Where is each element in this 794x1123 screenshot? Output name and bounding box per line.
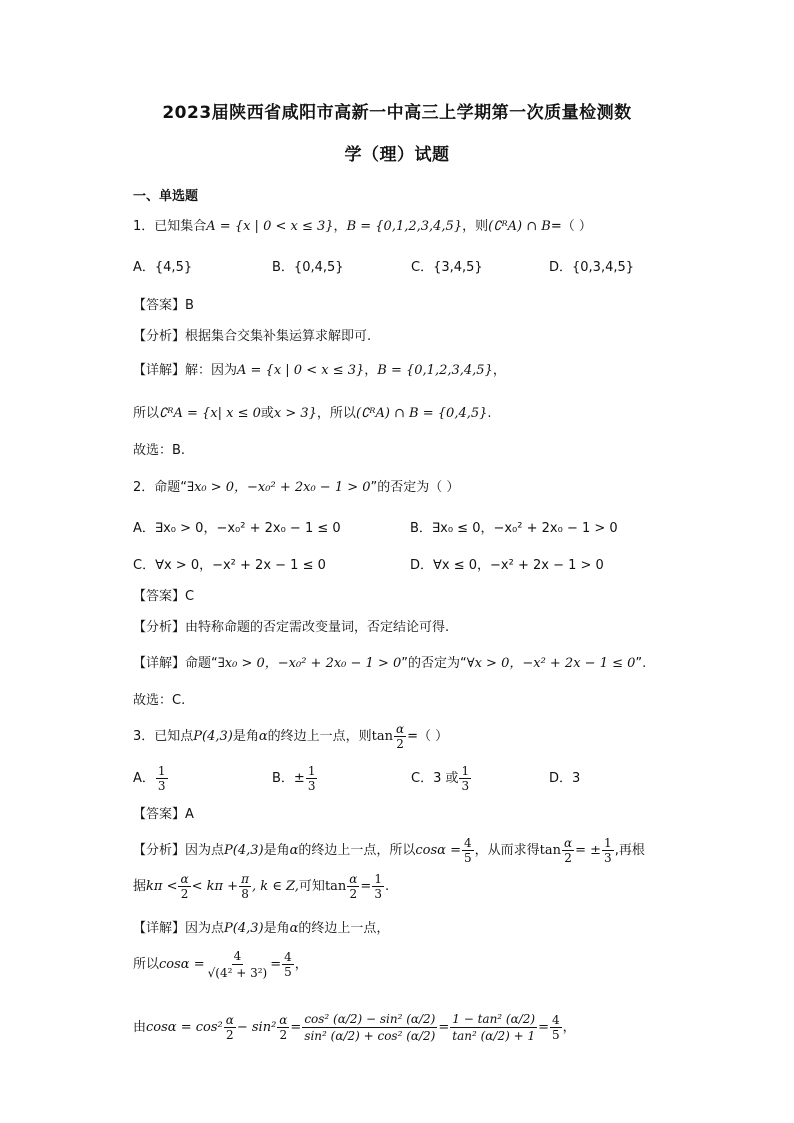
frac-den: 3: [157, 779, 166, 793]
document-title-line2: 学（理）试题: [344, 145, 450, 165]
q3-analysis-text3: 的终边上一点，所以: [298, 843, 416, 858]
q1-complement2: x > 3}: [273, 406, 317, 421]
frac-num: 1: [604, 836, 612, 850]
frac-num: 1: [461, 764, 470, 778]
frac-num: α: [396, 722, 405, 736]
q3-detail3-expr: cosα = cos²: [146, 1020, 223, 1035]
q3-option-d: D．3: [549, 771, 581, 786]
q3-detail-text: 【详解】因为点: [133, 921, 225, 936]
frac-den: 2: [225, 1028, 234, 1042]
q3-option-a-fraction: [156, 764, 168, 793]
q3-detail2-sep: ，: [294, 957, 308, 972]
q3-analysis-line2: [133, 872, 389, 902]
q3-analysis2-text2: 可知: [298, 879, 325, 894]
q2-proposition: ∃x₀ > 0，−x₀² + 2x₀ − 1 > 0: [187, 480, 371, 495]
q3-analysis2-k3: , k ∈ Z,: [251, 879, 299, 894]
frac-num: 4: [233, 949, 242, 963]
q3-analysis-text2: 是角: [263, 843, 290, 858]
q1-detail-line1: [133, 362, 506, 380]
q2-conclusion: 故选：C.: [133, 693, 186, 708]
q3-detail2-cos-fraction: [206, 948, 270, 981]
q3-stem-text3: 的终边上一点，则: [267, 729, 372, 744]
q3-analysis2-half-alpha: [178, 872, 190, 901]
q3-analysis-text4: ，从而求得: [474, 843, 540, 858]
frac-den: 3: [604, 851, 612, 865]
q2-option-b: B．∃x₀ ≤ 0，−x₀² + 2x₀ − 1 > 0: [410, 521, 618, 536]
frac-num: α: [349, 872, 358, 886]
q2-detail: [133, 655, 646, 673]
q1-detail-sep2: ，: [492, 363, 506, 378]
q2-stem-text: 2．命题“: [133, 480, 188, 495]
frac-den: 2: [396, 737, 404, 751]
q3-stem: [133, 722, 448, 752]
frac-den: 3: [307, 779, 316, 793]
q3-analysis-eq: = ±: [575, 843, 602, 858]
q3-analysis2-tan: tan: [324, 879, 347, 894]
q3-option-a-label: A．: [133, 771, 155, 786]
q3-option-c: [411, 764, 472, 794]
q2-option-a: A．∃x₀ > 0，−x₀² + 2x₀ − 1 ≤ 0: [133, 521, 341, 536]
q3-detail-line1: [133, 920, 389, 938]
q2-stem-text2: ”的否定为（ ）: [370, 480, 460, 495]
frac-den: 2: [564, 851, 572, 865]
q1-detail-set-b: B = {0,1,2,3,4,5}: [377, 363, 493, 378]
q3-analysis-text: 【分析】因为点: [133, 843, 225, 858]
q3-detail3-text: 由: [133, 1020, 147, 1035]
frac-den: 5: [284, 965, 292, 979]
q3-answer: 【答案】A: [133, 807, 194, 822]
frac-den: 3: [461, 779, 470, 793]
q1-stem-text2: ，则: [462, 219, 489, 234]
q3-option-c-label: C．3 或: [411, 771, 459, 786]
q2-answer: 【答案】C: [133, 589, 195, 604]
q2-detail-expr1: ∃x₀ > 0，−x₀² + 2x₀ − 1 > 0: [217, 656, 402, 671]
q1-expression: (∁ᴿA) ∩ B: [488, 219, 551, 234]
q3-detail2-eq: =: [270, 957, 282, 972]
q3-analysis-alpha: α: [289, 843, 299, 858]
q1-stem: [133, 218, 592, 236]
q3-option-b-fraction: [306, 764, 318, 793]
q1-option-d: D．{0,3,4,5}: [549, 260, 635, 275]
frac-den: 2: [180, 887, 189, 901]
q3-detail-alpha: α: [289, 921, 299, 936]
q3-analysis2-period: .: [384, 879, 390, 894]
frac-num: 1: [307, 764, 316, 778]
q1-detail-set-a: A = {x | 0 < x ≤ 3}: [237, 363, 365, 378]
q3-detail3-eq2: =: [438, 1020, 450, 1035]
frac-num: α: [180, 872, 189, 886]
q3-analysis2-pi-eighth: [239, 872, 251, 901]
q3-option-c-fraction: [459, 764, 471, 793]
q1-detail-sep: ，: [364, 363, 378, 378]
q2-detail-text3: ”.: [635, 656, 647, 671]
q3-analysis-line1: [133, 836, 645, 866]
q3-stem-text2: 是角: [232, 729, 259, 744]
q3-analysis-tan: tan: [539, 843, 562, 858]
q3-detail3-eq3: =: [538, 1020, 549, 1035]
q2-option-d: D．∀x ≤ 0，−x² + 2x − 1 > 0: [410, 558, 604, 573]
q2-detail-text2: ”的否定为“: [401, 656, 467, 671]
q3-tan: tan: [371, 729, 394, 744]
q3-detail-line3: [133, 1008, 576, 1048]
frac-num: α: [225, 1013, 234, 1027]
q3-option-b-label: B．±: [272, 771, 305, 786]
q3-option-a: [133, 764, 169, 794]
frac-den: 8: [241, 887, 249, 901]
frac-den: 2: [349, 887, 358, 901]
q1-answer: 【答案】B: [133, 298, 194, 313]
q3-analysis2-k1: kπ <: [146, 879, 178, 894]
q1-or: 或: [260, 406, 274, 421]
q1-analysis: 【分析】根据集合交集补集运算求解即可.: [133, 329, 372, 344]
q3-half-alpha-fraction: [394, 722, 406, 751]
q1-option-a: A．{4,5}: [133, 260, 193, 275]
q1-stem-text: 1．已知集合: [133, 219, 207, 234]
q3-analysis2-third: [372, 872, 384, 901]
q1-conclusion: 故选：B.: [133, 443, 186, 458]
q3-detail2-cos: cosα =: [159, 957, 205, 972]
q3-detail-line2: [133, 948, 308, 982]
frac-num: 1 − tan² (α/2): [452, 1012, 536, 1026]
frac-den: 5: [551, 1028, 560, 1042]
q3-option-b: [272, 764, 318, 794]
q3-detail3-sep: ，: [562, 1020, 576, 1035]
q3-detail2-text: 所以: [133, 957, 160, 972]
q3-detail3-result: [550, 1013, 562, 1042]
q3-stem-blank: =（ ）: [407, 729, 449, 744]
q3-detail3-half-alpha2: [277, 1013, 289, 1042]
q3-analysis2-eq: =: [360, 879, 372, 894]
frac-num: cos² (α/2) − sin² (α/2): [304, 1012, 436, 1026]
frac-num: 4: [551, 1013, 560, 1027]
q1-detail-text: 【详解】解：因为: [133, 363, 238, 378]
q1-detail2-text: 所以: [133, 406, 160, 421]
q3-alpha: α: [258, 729, 268, 744]
q3-detail3-fraction2: [450, 1011, 537, 1044]
q3-stem-text: 3．已知点: [133, 729, 194, 744]
section-heading-single-choice: 一、单选题: [133, 189, 199, 204]
q1-complement: ∁ᴿA = {x| x ≤ 0: [159, 406, 261, 421]
q1-option-c: C．{3,4,5}: [411, 260, 483, 275]
q3-analysis-third: [602, 836, 614, 865]
q3-detail-point: P(4,3): [224, 921, 264, 936]
q2-stem: [133, 479, 459, 497]
frac-den: √(4² + 3²): [207, 966, 268, 980]
frac-den: 2: [279, 1028, 288, 1042]
q3-point: P(4,3): [193, 729, 233, 744]
q2-detail-expr2: ∀x > 0，−x² + 2x − 1 ≤ 0: [466, 656, 636, 671]
q1-result: (∁ᴿA) ∩ B = {0,4,5}: [355, 406, 488, 421]
frac-den: 3: [374, 887, 382, 901]
frac-num: 1: [157, 764, 166, 778]
q3-analysis-cos-fraction: [462, 836, 474, 865]
q3-analysis-point: P(4,3): [224, 843, 264, 858]
q3-analysis-half-alpha: [562, 836, 574, 865]
frac-num: α: [564, 836, 573, 850]
frac-den: 5: [464, 851, 472, 865]
q1-period: .: [487, 406, 492, 421]
q3-detail3-eq1: =: [290, 1020, 302, 1035]
q1-stem-blank: =（ ）: [550, 219, 592, 234]
document-title-line1: 2023届陕西省咸阳市高新一中高三上学期第一次质量检测数: [162, 103, 632, 123]
q1-detail-line2: [133, 405, 492, 423]
q1-set-b: B = {0,1,2,3,4,5}: [346, 219, 463, 234]
q3-detail3-minus: − sin²: [236, 1020, 277, 1035]
q1-detail2-text2: ，所以: [316, 406, 356, 421]
frac-den: tan² (α/2) + 1: [452, 1029, 536, 1043]
q3-detail3-half-alpha: [224, 1013, 236, 1042]
frac-num: π: [241, 872, 249, 886]
q1-set-a: A = {x | 0 < x ≤ 3}: [206, 219, 334, 234]
q1-stem-sep: ，: [333, 219, 347, 234]
q2-option-c: C．∀x > 0，−x² + 2x − 1 ≤ 0: [133, 558, 326, 573]
q3-detail3-fraction1: [302, 1011, 437, 1044]
q3-analysis-cos: cosα =: [415, 843, 461, 858]
frac-num: 4: [464, 836, 472, 850]
q3-detail2-result: [282, 950, 294, 979]
q3-detail-text3: 的终边上一点，: [298, 921, 390, 936]
q2-detail-text: 【详解】命题“: [133, 656, 218, 671]
q3-detail-text2: 是角: [263, 921, 290, 936]
q3-analysis2-k2: < kπ +: [191, 879, 239, 894]
q3-analysis-text5: ,再根: [614, 843, 645, 858]
frac-den: sin² (α/2) + cos² (α/2): [304, 1029, 436, 1043]
q3-analysis2-half-alpha2: [347, 872, 359, 901]
frac-num: α: [279, 1013, 288, 1027]
q2-analysis: 【分析】由特称命题的否定需改变量词，否定结论可得.: [133, 620, 450, 635]
frac-num: 1: [374, 872, 382, 886]
frac-num: 4: [284, 950, 292, 964]
q3-analysis2-text: 据: [133, 879, 147, 894]
q1-option-b: B．{0,4,5}: [272, 260, 344, 275]
